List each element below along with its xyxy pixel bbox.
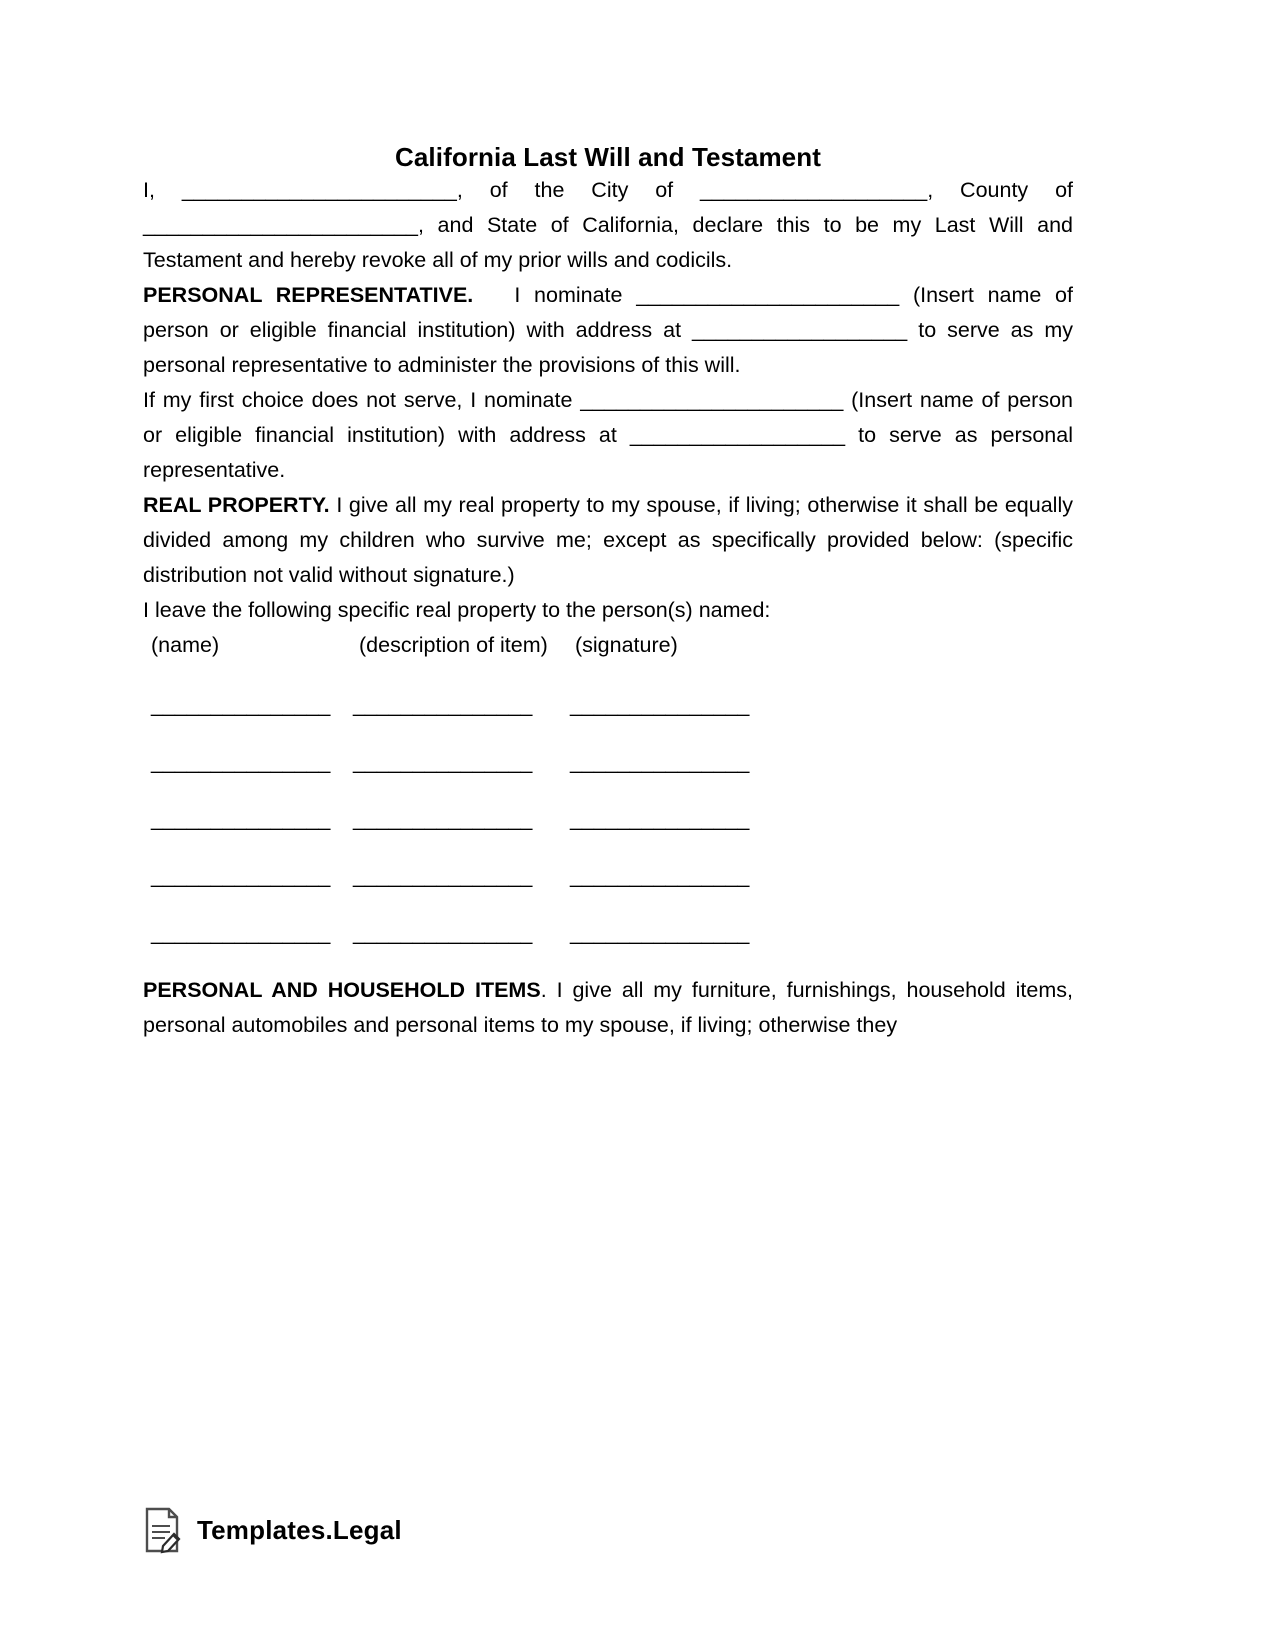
section-heading-real-property: REAL PROPERTY. [143,493,330,517]
description-blank-line[interactable]: _______________ [353,864,533,888]
description-blank-line[interactable]: _______________ [353,921,533,945]
signature-blank-line[interactable]: _______________ [570,807,750,831]
section-text-personal-representative-2: If my first choice does not serve, I nominate ______________________ (Insert name of person or eligible financial institution) with address at __________________ to serve as personal representative. [143,388,1073,482]
page-title: California Last Will and Testament [395,142,821,172]
description-blank-line[interactable]: _______________ [353,693,533,717]
section-personal-representative [143,278,1073,383]
signature-blank-line[interactable]: _______________ [570,864,750,888]
document-body [143,0,1073,1043]
signature-blank-line[interactable]: _______________ [570,750,750,774]
table-row [143,859,1073,916]
column-header-signature: (signature) [575,633,678,657]
section-personal-household-items [143,973,1073,1043]
section-real-property [143,488,1073,593]
signature-blank-line[interactable]: _______________ [570,693,750,717]
table-row [143,802,1073,859]
description-blank-line[interactable]: _______________ [353,750,533,774]
table-row [143,688,1073,745]
footer-brand-label: Templates.Legal [197,1514,402,1545]
name-blank-line[interactable]: _______________ [151,864,331,888]
column-header-name: (name) [151,633,220,657]
section-text-real-property-1: I give all my real property to my spouse, if living; otherwise it shall be equally divided among my children who survive me; except as specifically provided below: (specific distribution not valid without signature.) [143,493,1073,587]
section-text-personal-representative-1: I nominate ______________________ (Insert name of person or eligible financial institution) with address at __________________ to serve as my personal representative to administer the provisions of this will. [143,283,1073,377]
name-blank-line[interactable]: _______________ [151,693,331,717]
specific-property-table [143,628,1073,973]
table-rows [143,688,1073,973]
column-header-description: (description of item) [359,633,548,657]
table-row [143,745,1073,802]
section-text-personal-household-items: . I give all my furniture, furnishings, household items, personal automobiles and personal items to my spouse, if living; otherwise they [143,978,1073,1037]
section-text-real-property-2: I leave the following specific real property to the person(s) named: [143,598,771,622]
table-header-row [151,628,1073,664]
section-heading-personal-household-items: PERSONAL AND HOUSEHOLD ITEMS [143,978,541,1002]
name-blank-line[interactable]: _______________ [151,807,331,831]
table-row [143,916,1073,973]
document-with-pen-icon [143,1506,183,1554]
name-blank-line[interactable]: _______________ [151,921,331,945]
section-heading-personal-representative: PERSONAL REPRESENTATIVE. [143,283,474,307]
intro-paragraph: I, _______________________, of the City of ___________________, County of _______________________, and State of California, declare this to be my Last Will and Testament and hereby revoke all of my prior wills and codicils. [143,178,1073,272]
page-footer [143,1506,402,1554]
name-blank-line[interactable]: _______________ [151,750,331,774]
description-blank-line[interactable]: _______________ [353,807,533,831]
signature-blank-line[interactable]: _______________ [570,921,750,945]
